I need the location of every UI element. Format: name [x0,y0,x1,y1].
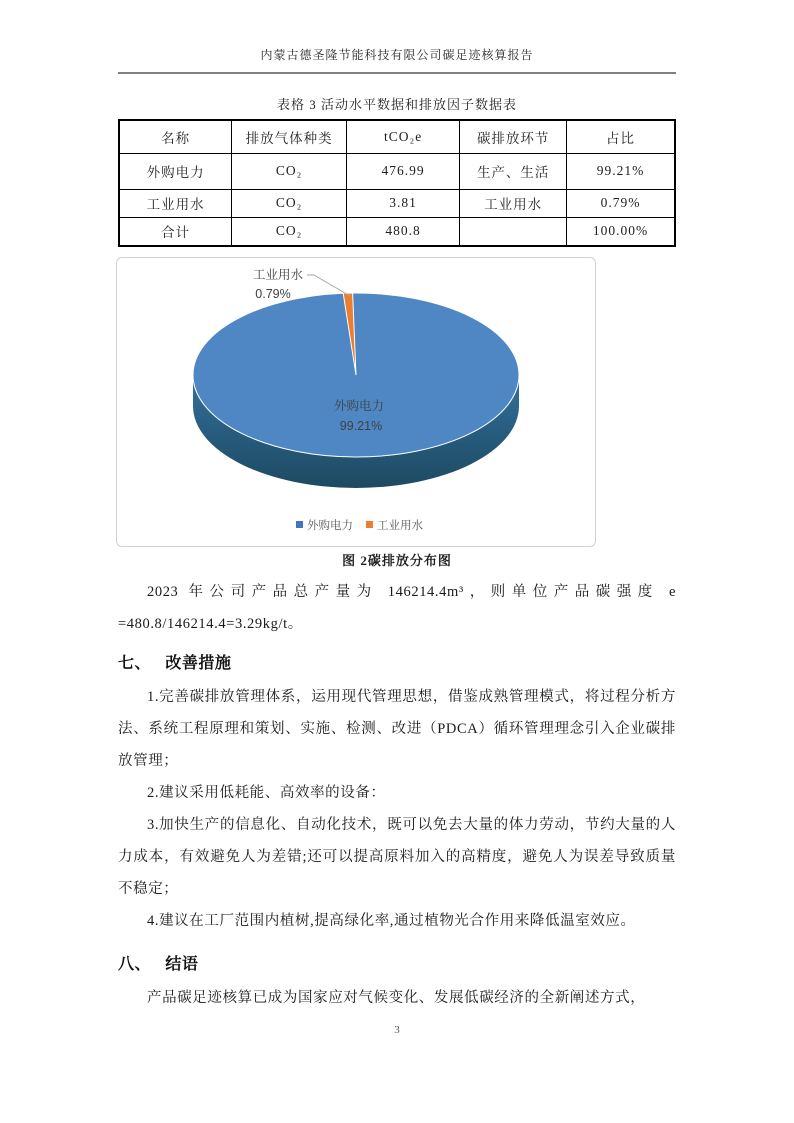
improvement-item-2: 2.建议采用低耗能、高效率的设备： [147,785,386,801]
column-header-share: 占比 [567,120,675,153]
table-cell: 工业用水 [119,189,232,217]
table-cell: 480.8 [346,217,459,246]
table-cell: 476.99 [346,153,459,189]
intro-line-1: 2023 年公司产品总产量为 146214.4m³，则单位产品碳强度 e [147,584,676,600]
table-header-row [119,120,675,153]
table-cell: CO₂ [232,217,347,246]
table-cell: 3.81 [346,189,459,217]
improvement-item-4: 4.建议在工厂范围内植树,提高绿化率,通过植物光合作用来降低温室效应。 [147,913,636,929]
table-row [119,217,675,246]
table-row [119,153,675,189]
column-header-gas-type: 排放气体种类 [232,120,347,153]
table-cell: 100.00% [567,217,675,246]
legend-swatch-major [296,521,303,528]
table-title: 表格 3 活动水平数据和排放因子数据表 [276,97,517,112]
page-header-title: 内蒙古德圣隆节能科技有限公司碳足迹核算报告 [260,48,534,62]
minor-slice-label: 工业用水 [252,268,304,282]
section-number: 八、 [118,956,152,973]
pie-chart [117,258,595,546]
minor-slice-pct: 0.79% [255,287,291,301]
section-title: 改善措施 [165,655,232,672]
intro-line-2: =480.8/146214.4=3.29kg/t。 [118,616,303,632]
conclusion-paragraph: 产品碳足迹核算已成为国家应对气候变化、发展低碳经济的全新阐述方式， [147,990,646,1006]
legend-swatch-minor [366,521,373,528]
table-cell [460,217,567,246]
figure-caption: 图 2碳排放分布图 [342,553,452,568]
activity-data-table [118,119,676,247]
section-number: 七、 [118,655,152,672]
column-header-name: 名称 [119,120,232,153]
major-slice-pct: 99.21% [339,419,383,433]
table-cell: CO₂ [232,189,347,217]
table-cell: 0.79% [567,189,675,217]
table-row [119,189,675,217]
major-slice-label: 外购电力 [333,399,385,413]
column-header-stage: 碳排放环节 [460,120,567,153]
legend-label-minor: 工业用水 [377,520,423,532]
column-header-tco2e: tCO₂e [346,120,459,153]
section-heading-improvements [118,650,676,673]
pie-chart-frame [116,257,596,547]
table-cell: 生产、生活 [460,153,567,189]
page-number: 3 [394,1024,400,1036]
table-cell: 99.21% [567,153,675,189]
header-divider [118,72,676,74]
improvement-item-3: 3.加快生产的信息化、自动化技术，既可以免去大量的体力劳动，节约大量的人力成本，有效避免人为差错;还可以提高原料加入的高精度，避免人为误差导致质量不稳定； [118,817,676,897]
improvement-item-1: 1.完善碳排放管理体系，运用现代管理思想，借鉴成熟管理模式，将过程分析方法、系统工程原理和策划、实施、检测、改进（PDCA）循环管理理念引入企业碳排放管理； [118,689,676,769]
table-cell: 合计 [119,217,232,246]
section-heading-conclusion [118,951,676,974]
table-cell: 外购电力 [119,153,232,189]
table-cell: CO₂ [232,153,347,189]
legend-label-major: 外购电力 [307,520,353,532]
section-title: 结语 [165,956,199,973]
table-cell: 工业用水 [460,189,567,217]
